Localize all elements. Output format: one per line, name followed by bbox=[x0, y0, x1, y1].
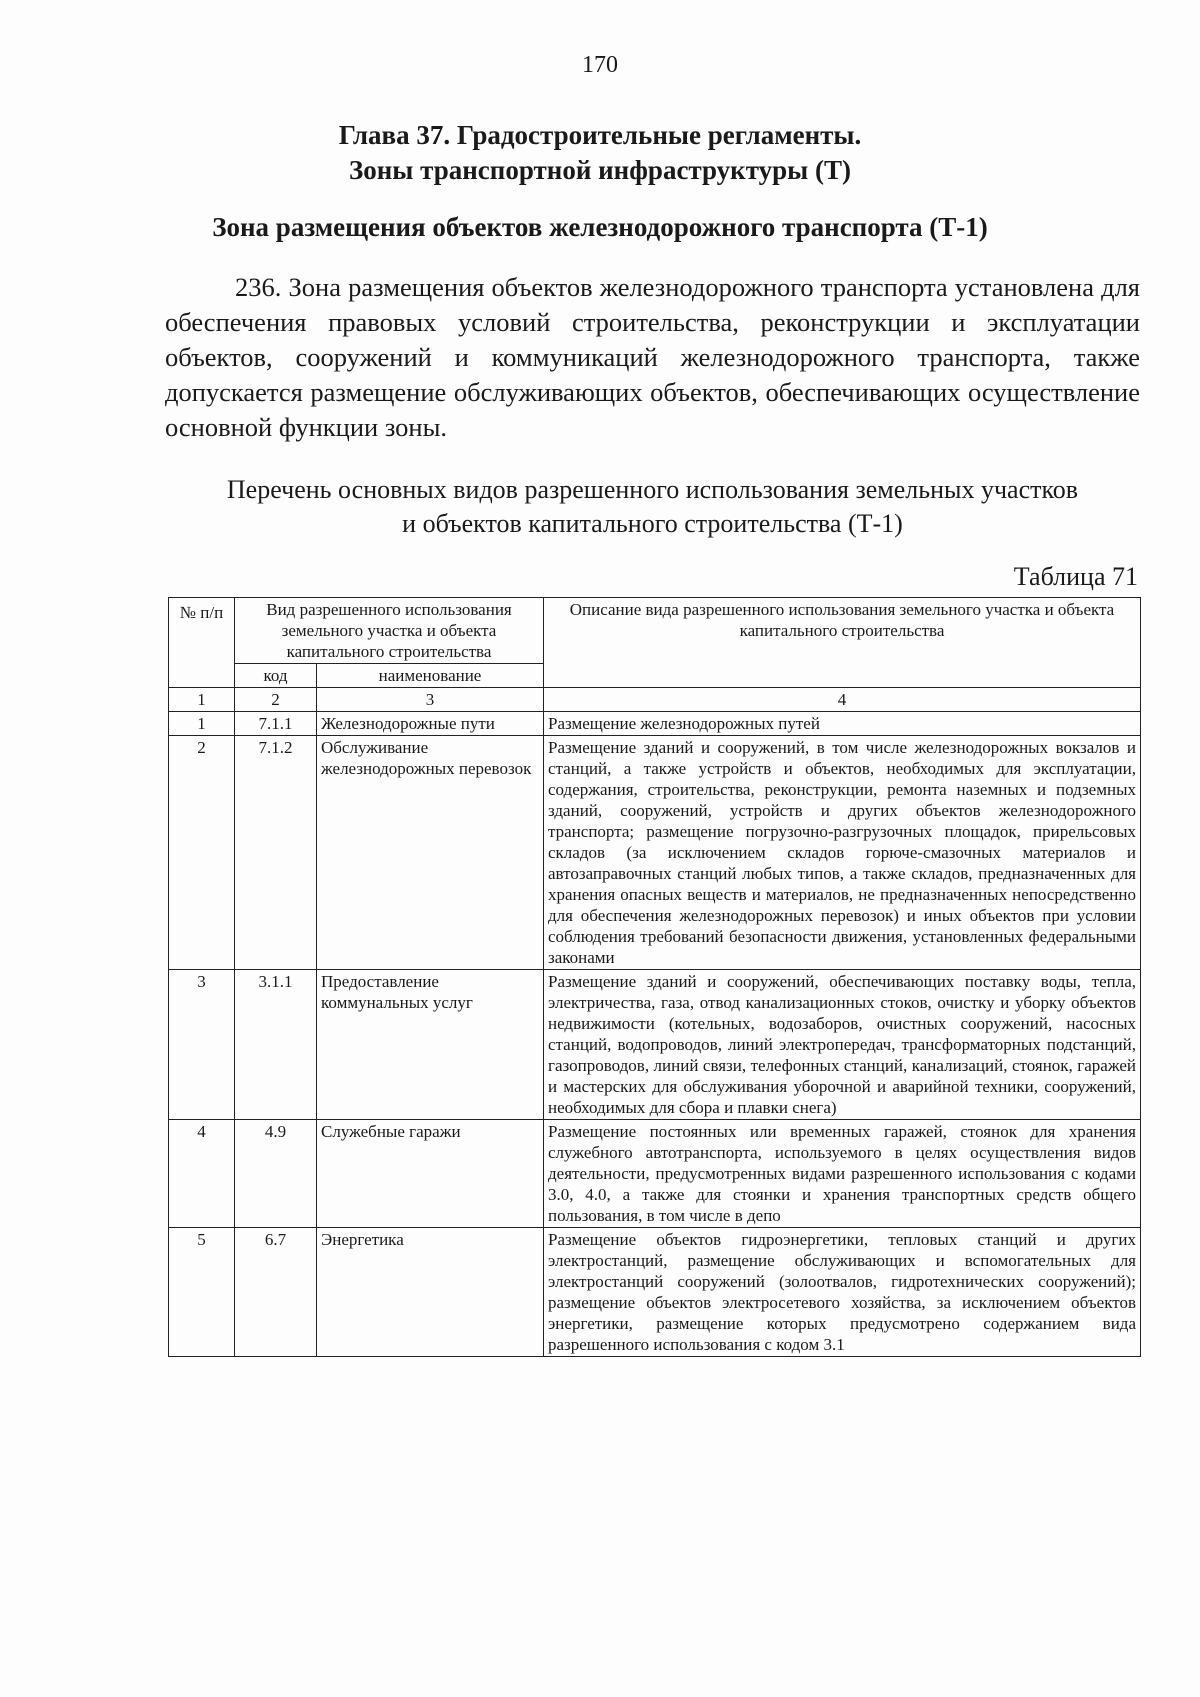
row-name: Обслуживание железнодорожных перевозок bbox=[317, 736, 544, 970]
row-code: 7.1.2 bbox=[235, 736, 317, 970]
list-title bbox=[165, 473, 1140, 541]
list-title-line2: и объектов капитального строительства (Т-1) bbox=[402, 509, 903, 538]
row-code: 4.9 bbox=[235, 1120, 317, 1228]
chapter-title-line2: Зоны транспортной инфраструктуры (Т) bbox=[349, 155, 851, 185]
table-row bbox=[169, 712, 1141, 736]
row-num: 2 bbox=[169, 736, 235, 970]
row-description: Размещение железнодорожных путей bbox=[544, 712, 1141, 736]
row-description: Размещение постоянных или временных гаражей, стоянок для хранения служебного автотранспорта, используемого в целях осуществления видов деятельности, предусмотренных видами разрешенного использования с кодами 3.0, 4.0, а также для стоянки и хранения транспортных средств общего пользования, в том числе в депо bbox=[544, 1120, 1141, 1228]
column-index-row bbox=[169, 688, 1141, 712]
row-num: 5 bbox=[169, 1228, 235, 1357]
header-num: № п/п bbox=[169, 598, 235, 688]
row-num: 4 bbox=[169, 1120, 235, 1228]
column-index: 3 bbox=[317, 688, 544, 712]
row-name: Служебные гаражи bbox=[317, 1120, 544, 1228]
table-row bbox=[169, 970, 1141, 1120]
row-description: Размещение зданий и сооружений, обеспечивающих поставку воды, тепла, электричества, газа, отвод канализационных стоков, очистку и уборку объектов недвижимости (котельных, водозаборов, очистных сооружений, насосных станций, водопроводов, линий электропередач, трансформаторных подстанций, газопроводов, линий связи, телефонных станций, канализаций, стоянок, гаражей и мастерских для обслуживания уборочной и аварийной техники, сооружений, необходимых для сбора и плавки снега) bbox=[544, 970, 1141, 1120]
row-name: Железнодорожные пути bbox=[317, 712, 544, 736]
table-caption: Таблица 71 bbox=[1013, 562, 1138, 591]
row-name: Предоставление коммунальных услуг bbox=[317, 970, 544, 1120]
list-title-line1: Перечень основных видов разрешенного использования земельных участков bbox=[226, 475, 1079, 504]
row-code: 3.1.1 bbox=[235, 970, 317, 1120]
column-index: 4 bbox=[544, 688, 1141, 712]
usage-table bbox=[168, 597, 1141, 1357]
row-code: 7.1.1 bbox=[235, 712, 317, 736]
row-description: Размещение зданий и сооружений, в том числе железнодорожных вокзалов и станций, а также устройств и объектов, необходимых для эксплуатации, содержания, строительства, реконструкции, ремонта наземных и подземных зданий, сооружений, устройств и других объектов железнодорожного транспорта; размещение погрузочно-разгрузочных площадок, прирельсовых складов (за исключением складов горюче-смазочных материалов и автозаправочных станций любых типов, а также складов, предназначенных для хранения опасных веществ и материалов, не предназначенных непосредственно для обеспечения железнодорожных перевозок) и иных объектов при условии соблюдения требований безопасности движения, установленных федеральными законами bbox=[544, 736, 1141, 970]
header-usage-kind: Вид разрешенного использования земельного участка и объекта капитального строительства bbox=[235, 598, 544, 664]
header-description: Описание вида разрешенного использования земельного участка и объекта капитального строительства bbox=[544, 598, 1141, 688]
column-index: 2 bbox=[235, 688, 317, 712]
zone-title: Зона размещения объектов железнодорожного транспорта (Т-1) bbox=[212, 212, 988, 242]
header-name: наименование bbox=[317, 664, 544, 688]
row-num: 1 bbox=[169, 712, 235, 736]
row-num: 3 bbox=[169, 970, 235, 1120]
table-row bbox=[169, 736, 1141, 970]
chapter-title-line1: Глава 37. Градостроительные регламенты. bbox=[338, 120, 862, 150]
table-row bbox=[169, 1120, 1141, 1228]
column-index: 1 bbox=[169, 688, 235, 712]
header-code: код bbox=[235, 664, 317, 688]
table-row bbox=[169, 1228, 1141, 1357]
row-code: 6.7 bbox=[235, 1228, 317, 1357]
table-header-row bbox=[169, 598, 1141, 664]
intro-paragraph: 236. Зона размещения объектов железнодорожного транспорта установлена для обеспечения правовых условий строительства, реконструкции и эксплуатации объектов, сооружений и коммуникаций железнодорожного транспорта, также допускается размещение обслуживающих объектов, обеспечивающих осуществление основной функции зоны. bbox=[165, 272, 1140, 442]
row-description: Размещение объектов гидроэнергетики, тепловых станций и других электростанций, размещение обслуживающих и вспомогательных для электростанций сооружений (золоотвалов, гидротехнических сооружений); размещение объектов электросетевого хозяйства, за исключением объектов энергетики, размещение которых предусмотрено содержанием вида разрешенного использования с кодом 3.1 bbox=[544, 1228, 1141, 1357]
chapter-title bbox=[0, 118, 1200, 188]
row-name: Энергетика bbox=[317, 1228, 544, 1357]
page-number: 170 bbox=[582, 52, 618, 78]
